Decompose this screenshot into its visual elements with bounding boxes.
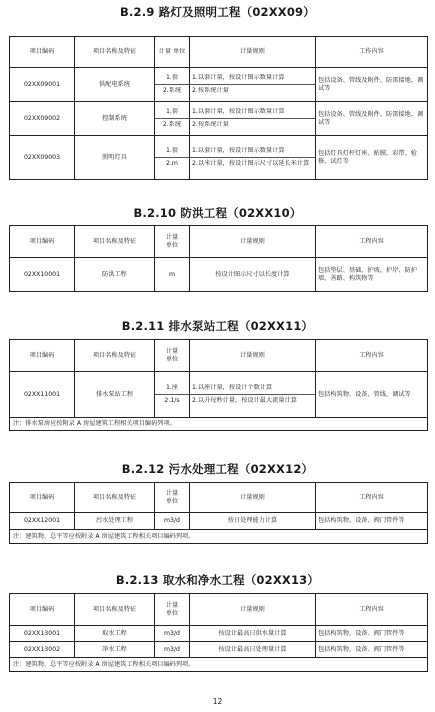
table-note-row	[10, 658, 428, 672]
item-code: 02XX09001	[10, 68, 75, 102]
page-number: 12	[212, 697, 223, 706]
header-code: 项目编码	[10, 340, 75, 372]
item-code: 02XX11001	[10, 372, 75, 418]
header-work: 工程内容	[316, 483, 428, 513]
item-name: 排水泵站工程	[75, 372, 155, 418]
header-code: 项目编码	[10, 594, 75, 626]
header-rule: 计量规则	[190, 37, 316, 68]
item-name: 取水工程	[75, 626, 155, 642]
header-name: 项目名称及特征	[75, 37, 155, 68]
table-header-row	[10, 483, 428, 513]
table-header-row	[10, 340, 428, 372]
item-unit: 1.座 2.1/s	[155, 372, 190, 418]
table-note: 注：排水泵房应按附录 A 房屋建筑工程相关项目编码列项。	[10, 418, 428, 431]
item-code: 02XX12001	[10, 513, 75, 530]
section-title-b212: B.2.12 污水处理工程（02XX12）	[121, 462, 314, 476]
item-name: 防洪工程	[75, 258, 155, 292]
header-unit: 计量 单位	[155, 340, 190, 372]
header-rule: 计量规则	[190, 226, 316, 258]
section-title-b29: B.2.9 路灯及照明工程（02XX09）	[120, 5, 315, 19]
table-header-row	[10, 37, 428, 68]
item-name: 净水工程	[75, 642, 155, 658]
item-unit: 1.套 2.m	[155, 136, 190, 180]
header-work: 工作内容	[316, 37, 428, 68]
table-b210	[9, 225, 428, 292]
item-work: 包括灯具灯杆灯座、贴膜、彩带、检修、试灯等	[316, 136, 428, 180]
table-b212	[9, 482, 428, 544]
item-rule: 1.以套计量，按设计图示数量计算 2.按系统计量	[190, 68, 316, 102]
header-rule: 计量规则	[190, 483, 316, 513]
header-code: 项目编码	[10, 226, 75, 258]
item-work: 包括设备、管线及附件、防雷接地、调试等	[316, 68, 428, 102]
header-work: 工程内容	[316, 226, 428, 258]
section-title-b213: B.2.13 取水和净水工程（02XX13）	[115, 573, 320, 587]
item-unit: 1.套 2.系统	[155, 68, 190, 102]
item-unit: m3/d	[155, 626, 190, 642]
table-b213	[9, 593, 428, 672]
item-unit: m	[155, 258, 190, 292]
item-name: 供配电系统	[75, 68, 155, 102]
table-note-row	[10, 530, 428, 544]
section-title-b210: B.2.10 防洪工程（02XX10）	[133, 206, 302, 220]
item-unit: m3/d	[155, 642, 190, 658]
item-unit: m3/d	[155, 513, 190, 530]
item-name: 污水处理工程	[75, 513, 155, 530]
item-rule: 按设计最高日处理量计算	[190, 642, 316, 658]
item-rule: 按设计图示尺寸以长度计算	[190, 258, 316, 292]
section-title-b211: B.2.11 排水泵站工程（02XX11）	[121, 319, 314, 333]
header-name: 项目名称及特征	[75, 594, 155, 626]
table-header-row	[10, 226, 428, 258]
item-name: 照明灯具	[75, 136, 155, 180]
header-unit: 计量 单位	[155, 226, 190, 258]
table-header-row	[10, 594, 428, 626]
header-unit: 计量 单位	[155, 37, 190, 68]
header-work: 工程内容	[316, 594, 428, 626]
item-name: 控制系统	[75, 102, 155, 136]
item-work: 包括构筑物、设备、管线、调试等	[316, 372, 428, 418]
header-rule: 计量规则	[190, 594, 316, 626]
table-row	[10, 372, 428, 418]
item-work: 包括构筑物、设备、阀门管件等	[316, 626, 428, 642]
header-work: 工程内容	[316, 340, 428, 372]
table-row	[10, 102, 428, 136]
item-code: 02XX10001	[10, 258, 75, 292]
table-b211	[9, 339, 428, 431]
table-row	[10, 258, 428, 292]
item-rule: 1.以套计量，按设计图示数量计算 2.按系统计量	[190, 102, 316, 136]
item-code: 02XX13002	[10, 642, 75, 658]
item-work: 包括设备、管线及附件、防雷接地、调试等	[316, 102, 428, 136]
item-rule: 1.以座计量，按设计个数计算 2.以升每秒计量，按设计最大流量计算	[190, 372, 316, 418]
table-note: 注：建筑物、总平等应按附录 A 房屋建筑工程相关项目编码列项。	[10, 658, 428, 672]
header-code: 项目编码	[10, 483, 75, 513]
header-name: 项目名称及特征	[75, 340, 155, 372]
table-row	[10, 513, 428, 530]
header-code: 项目编码	[10, 37, 75, 68]
item-work: 包括垫层、基础、护坡、护岸、防护墙、善路、构筑物等	[316, 258, 428, 292]
item-rule: 按设计最高日供水量计算	[190, 626, 316, 642]
header-unit: 计量 单位	[155, 594, 190, 626]
table-row	[10, 626, 428, 642]
item-rule: 按日处理能力计算	[190, 513, 316, 530]
item-rule: 1.以套计量，按设计图示数量计算 2.以米计量，按设计图示尺寸以延长米计算	[190, 136, 316, 180]
item-code: 02XX09002	[10, 102, 75, 136]
item-code: 02XX13001	[10, 626, 75, 642]
item-unit: 1.套 2.系统	[155, 102, 190, 136]
table-row	[10, 642, 428, 658]
header-name: 项目名称及特征	[75, 483, 155, 513]
header-rule: 计量规则	[190, 340, 316, 372]
header-unit: 计量 单位	[155, 483, 190, 513]
table-row	[10, 136, 428, 180]
item-work: 包括构筑物、设备、阀门管件等	[316, 642, 428, 658]
table-note-row	[10, 418, 428, 431]
item-code: 02XX09003	[10, 136, 75, 180]
table-note: 注：建筑物、总平等应按附录 A 房屋建筑工程相关项目编码列项。	[10, 530, 428, 544]
table-row	[10, 68, 428, 102]
item-work: 包括构筑物、设备、阀门管件等	[316, 513, 428, 530]
header-name: 项目名称及特征	[75, 226, 155, 258]
table-b29	[9, 36, 428, 180]
